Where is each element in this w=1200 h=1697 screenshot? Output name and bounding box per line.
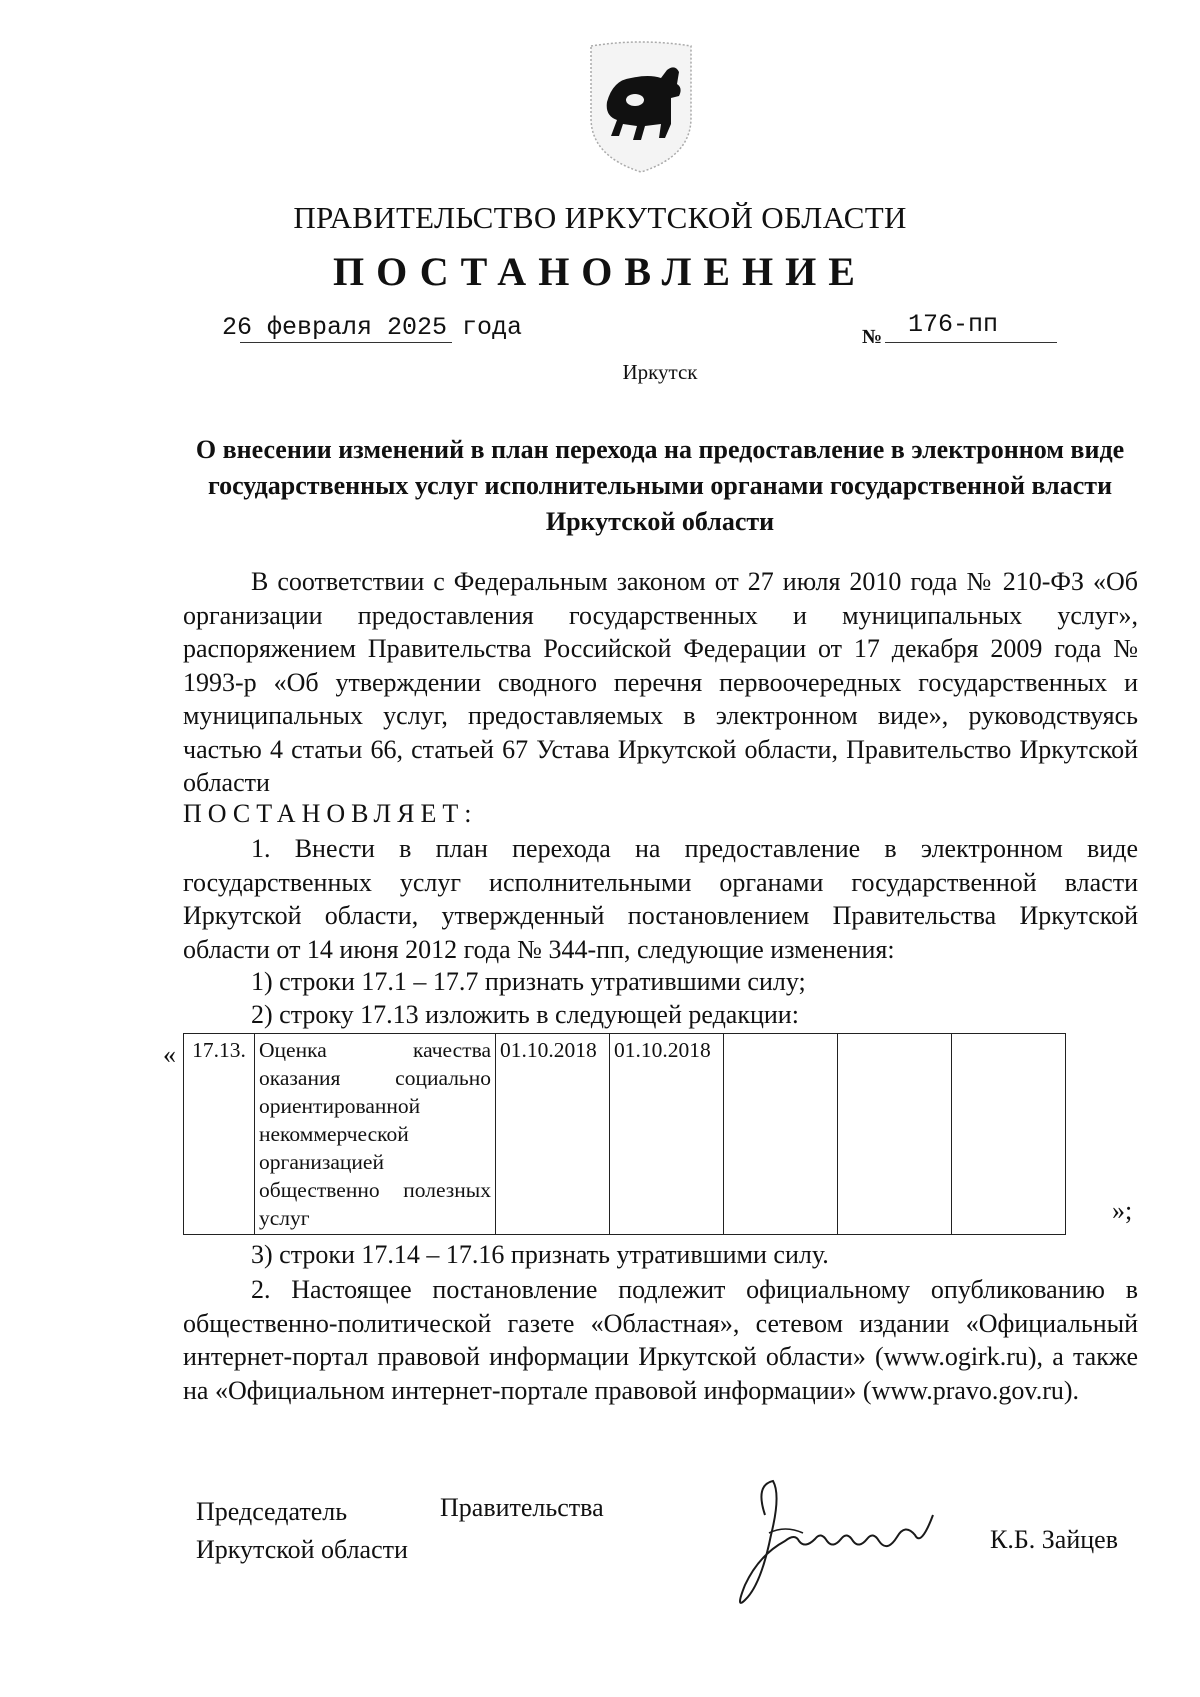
point-2-paragraph: 2. Настоящее постановление подлежит официальному опубликованию в общественно-политической газете «Областная», сетевом издании «Официальный интернет-портал правовой информации Иркутской области» (www.ogirk.ru), а также на «Официальном интернет-портале правовой информации» (www.pravo.gov.ru). <box>183 1275 1138 1405</box>
document-title: О внесении изменений в план перехода на предоставление в электронном виде государственных услуг исполнительными органами государственной власти Иркутской области <box>195 435 1125 536</box>
number-underline <box>885 342 1057 343</box>
preamble-paragraph: В соответствии с Федеральным законом от 27 июля 2010 года № 210-ФЗ «Об организации предоставления государственных и муниципальных услуг», распоряжением Правительства Российской Федерации от 17 декабря 2009 года № 1993-р «Об утверждении сводного перечня первоочередных государственных и муниципальных услуг, предоставляемых в электронном виде», руководствуясь частью 4 статьи 66, статьей 67 Устава Иркутской области, Правительство Иркутской области <box>183 567 1138 797</box>
table-cell-empty-5 <box>724 1034 838 1235</box>
handwritten-signature <box>725 1475 955 1615</box>
government-name: ПРАВИТЕЛЬСТВО ИРКУТСКОЙ ОБЛАСТИ <box>293 200 907 235</box>
subpoint-2: 2) строку 17.13 изложить в следующей редакции: <box>251 1000 799 1029</box>
signatory-position-line-1: Председатель <box>196 1497 348 1526</box>
point-1-paragraph: 1. Внести в план перехода на предоставление в электронном виде государственных услуг исполнительными органами государственной власти Иркутской области, утвержденный постановлением Правительства Иркутской области от 14 июня 2012 года № 344-пп, следующие изменения: <box>183 834 1138 964</box>
table-cell-description: Оценка качества оказания социально ориентированной некоммерческой организацией общественно полезных услуг <box>255 1034 496 1235</box>
table-close-quote: »; <box>1112 1196 1133 1225</box>
document-number: 176-пп <box>908 310 999 339</box>
subpoint-3: 3) строки 17.14 – 17.16 признать утратившими силу. <box>251 1240 829 1269</box>
table-cell-date-1: 01.10.2018 <box>496 1034 610 1235</box>
table-cell-date-2: 01.10.2018 <box>610 1034 724 1235</box>
document-city: Иркутск <box>622 360 698 384</box>
signatory-name: К.Б. Зайцев <box>990 1525 1118 1554</box>
number-sign: № <box>862 326 883 348</box>
signatory-position-line-2: Иркутской области <box>196 1535 408 1564</box>
document-date: 26 февраля 2025 года <box>222 313 523 342</box>
subpoint-1: 1) строки 17.1 – 17.7 признать утратившими силу; <box>251 967 806 996</box>
resolves-heading: ПОСТАНОВЛЯЕТ: <box>183 799 478 828</box>
signatory-position <box>196 1493 408 1569</box>
table-cell-number: 17.13. <box>184 1034 255 1235</box>
document-type: ПОСТАНОВЛЕНИЕ <box>333 249 867 294</box>
table-cell-empty-6 <box>838 1034 952 1235</box>
table-open-quote: « <box>163 1040 176 1069</box>
table-cell-empty-7 <box>952 1034 1066 1235</box>
table-row <box>184 1034 1066 1235</box>
irkutsk-coat-of-arms-icon <box>587 40 695 176</box>
amendment-table <box>183 1033 1066 1235</box>
signatory-position-line-1b: Правительства <box>440 1493 604 1522</box>
date-underline <box>240 342 452 343</box>
